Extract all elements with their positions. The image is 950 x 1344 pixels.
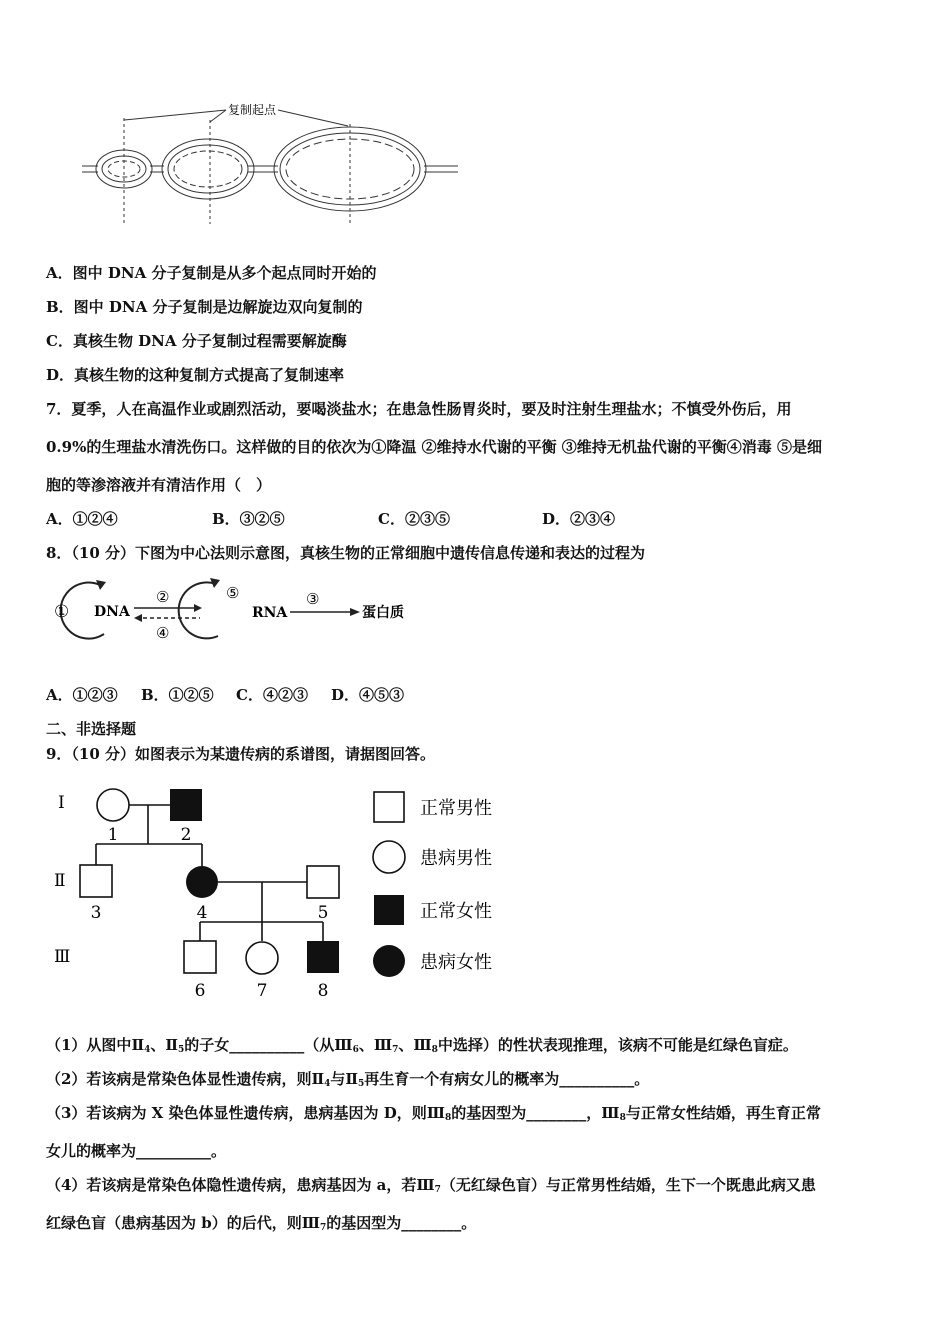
gen-2-label: Ⅱ (54, 871, 66, 891)
q7-option-d: D．②③④ (542, 510, 616, 528)
individual-3-label: 3 (90, 903, 102, 923)
q7-stem-line1: 7．夏季，人在高温作业或剧烈活动，要喝淡盐水；在患急性肠胃炎时，要及时注射生理盐水；不慎受外伤后，用 (46, 400, 792, 418)
q9-part-3-line2: 女儿的概率为__________。 (46, 1142, 227, 1160)
dna-label: DNA (94, 604, 130, 620)
q8-option-a: A．①②③ (46, 686, 118, 704)
q9-stem: 9．（10 分）如图表示为某遗传病的系谱图，请据图回答。 (46, 745, 436, 763)
q7-stem-line2: 0.9%的生理盐水清洗伤口。这样做的目的依次为①降温 ②维持水代谢的平衡 ③维持无机盐代谢的平衡④消毒 ⑤是细 (46, 438, 823, 456)
circle-3-label: ③ (306, 590, 320, 608)
circle-4-label: ④ (156, 624, 170, 642)
circle-5-label: ⑤ (226, 584, 240, 602)
circle-1-label: ① (54, 602, 70, 622)
q6-option-b: B．图中 DNA 分子复制是边解旋边双向复制的 (46, 298, 363, 316)
individual-8-label: 8 (317, 981, 329, 1001)
individual-6-label: 6 (194, 981, 206, 1001)
individual-2-label: 2 (180, 825, 192, 845)
q6-option-c: C．真核生物 DNA 分子复制过程需要解旋酶 (46, 332, 347, 350)
central-dogma-figure (44, 572, 424, 652)
q8-option-b: B．①②⑤ (141, 686, 214, 704)
q9-part-1: （1）从图中$Ⅱ_4$、$Ⅱ_5$的子女__________（从$Ⅲ_6$、$Ⅲ_7$、$Ⅲ_8$中选择）的性状表现推理，该病不可能是红绿色盲症。 (46, 1036, 798, 1055)
q9-part-4: （4）若该病是常染色体隐性遗传病，患病基因为 a，若$Ⅲ_7$（无红绿色盲）与正常男性结婚，生下一个既患此病又患 (46, 1176, 816, 1195)
dna-replication-figure (78, 98, 462, 226)
pedigree-figure (44, 778, 524, 1004)
individual-1-label: 1 (107, 825, 119, 845)
q9-part-2: （2）若该病是常染色体显性遗传病，则$Ⅱ_4$与$Ⅱ_5$再生育一个有病女儿的概率为__________。 (46, 1070, 650, 1089)
gen-1-label: Ⅰ (58, 793, 65, 813)
q8-stem: 8．（10 分）下图为中心法则示意图，真核生物的正常细胞中遗传信息传递和表达的过程为 (46, 544, 646, 562)
q7-option-b: B．③②⑤ (212, 510, 285, 528)
individual-7-label: 7 (256, 981, 268, 1001)
legend-normal-female: 正常女性 (420, 901, 492, 922)
individual-4-label: 4 (196, 903, 208, 923)
q7-option-c: C．②③⑤ (378, 510, 450, 528)
q7-option-a: A．①②④ (46, 510, 118, 528)
circle-2-label: ② (156, 588, 170, 606)
replication-origin-label: 复制起点 (228, 103, 277, 117)
q8-option-c: C．④②③ (236, 686, 308, 704)
q9-part-4-line2: 红绿色盲（患病基因为 b）的后代，则$Ⅲ_7$的基因型为________。 (46, 1214, 477, 1233)
legend-affected-male: 患病男性 (420, 848, 492, 869)
q8-option-d: D．④⑤③ (331, 686, 405, 704)
gen-3-label: Ⅲ (54, 947, 71, 967)
legend-normal-male: 正常男性 (420, 798, 492, 819)
rna-label: RNA (252, 605, 288, 621)
q6-option-d: D．真核生物的这种复制方式提高了复制速率 (46, 366, 345, 384)
section-title: 二、非选择题 (46, 720, 137, 738)
q7-stem-line3: 胞的等渗溶液并有清洁作用（ ） (46, 476, 272, 494)
legend-affected-female: 患病女性 (420, 952, 492, 973)
q9-part-3: （3）若该病为 X 染色体显性遗传病，患病基因为 D，则$Ⅲ_8$的基因型为________，$Ⅲ_8$与正常女性结婚，再生育正常 (46, 1104, 821, 1123)
individual-5-label: 5 (317, 903, 329, 923)
q6-option-a: A．图中 DNA 分子复制是从多个起点同时开始的 (46, 264, 377, 282)
protein-label: 蛋白质 (362, 605, 404, 621)
